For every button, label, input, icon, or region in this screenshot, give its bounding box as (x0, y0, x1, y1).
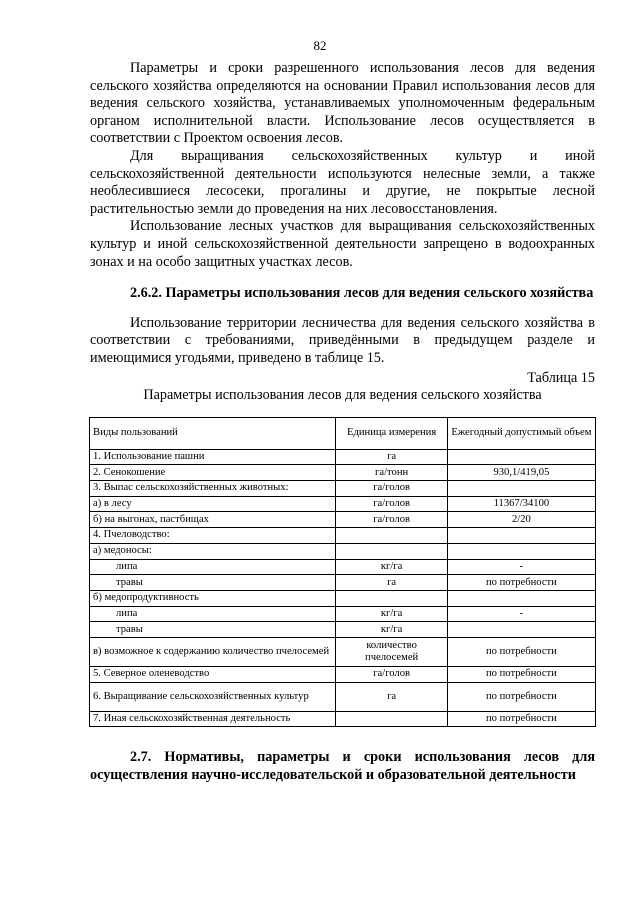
cell-usage-type: 2. Сенокошение (90, 465, 336, 481)
cell-annual-volume (447, 528, 595, 544)
table-row (90, 682, 596, 711)
cell-annual-volume (447, 481, 595, 497)
table-header-row (90, 417, 596, 449)
cell-unit: кг/га (336, 559, 447, 575)
paragraph-1: Параметры и сроки разрешенного использования лесов для ведения сельского хозяйства определяются на основании Правил использования лесов для ведения сельского хозяйства, устанавливаемых уполномоченным федеральным органом исполнительной власти. Использование лесов осуществляется в соответствии с Проектом освоения лесов. (90, 60, 595, 147)
cell-unit: га/голов (336, 496, 447, 512)
cell-unit: кг/га (336, 622, 447, 638)
table-row (90, 481, 596, 497)
table-number: Таблица 15 (527, 369, 595, 386)
cell-unit: га (336, 682, 447, 711)
cell-annual-volume: 930,1/419,05 (447, 465, 595, 481)
table-row (90, 622, 596, 638)
section-2-7-heading: 2.7. Нормативы, параметры и сроки использования лесов для осуществления научно-исследовательской и образовательной деятельности (90, 749, 595, 783)
cell-unit: га/голов (336, 666, 447, 682)
cell-annual-volume: по потребности (447, 666, 595, 682)
table-row (90, 711, 596, 727)
cell-annual-volume (447, 590, 595, 606)
paragraph-2: Для выращивания сельскохозяйственных культур и иной сельскохозяйственной деятельности используются нелесные земли, а также необлесившиеся лесосеки, прогалины и другие, не покрытые лесной растительностью земли до проведения на них лесовосстановления. (90, 147, 595, 217)
table-row (90, 543, 596, 559)
table-row (90, 449, 596, 465)
cell-annual-volume: по потребности (447, 711, 595, 727)
cell-unit: га/голов (336, 512, 447, 528)
table-row (90, 528, 596, 544)
table-row (90, 590, 596, 606)
cell-usage-type: травы (90, 575, 336, 591)
paragraph-3: Использование лесных участков для выращивания сельскохозяйственных культур и иной сельскохозяйственной деятельности запрещено в водоохранных зонах и на особо защитных участках лесов. (90, 218, 595, 270)
header-annual-volume: Ежегодный допустимый объем (447, 417, 595, 449)
section-2-6-2-heading: 2.6.2. Параметры использования лесов для ведения сельского хозяйства (130, 285, 594, 302)
cell-annual-volume: по потребности (447, 682, 595, 711)
table-row (90, 666, 596, 682)
table-row (90, 512, 596, 528)
cell-annual-volume: - (447, 606, 595, 622)
cell-unit (336, 543, 447, 559)
cell-unit (336, 711, 447, 727)
cell-unit: количество пчелосемей (336, 637, 447, 666)
cell-usage-type: б) медопродуктивность (90, 590, 336, 606)
cell-annual-volume (447, 449, 595, 465)
table-caption: Параметры использования лесов для ведения сельского хозяйства (143, 387, 542, 404)
cell-unit: кг/га (336, 606, 447, 622)
table-row (90, 465, 596, 481)
cell-annual-volume: - (447, 559, 595, 575)
table-row (90, 496, 596, 512)
cell-usage-type: 5. Северное оленеводство (90, 666, 336, 682)
cell-annual-volume: 11367/34100 (447, 496, 595, 512)
cell-annual-volume: по потребности (447, 637, 595, 666)
cell-usage-type: травы (90, 622, 336, 638)
cell-usage-type: 7. Иная сельскохозяйственная деятельность (90, 711, 336, 727)
header-unit: Единица измерения (336, 417, 447, 449)
cell-usage-type: липа (90, 559, 336, 575)
cell-unit: га/голов (336, 481, 447, 497)
cell-annual-volume (447, 543, 595, 559)
cell-usage-type: в) возможное к содержанию количество пчелосемей (90, 637, 336, 666)
cell-annual-volume: по потребности (447, 575, 595, 591)
table-row (90, 637, 596, 666)
cell-usage-type: а) медоносы: (90, 543, 336, 559)
cell-usage-type: 1. Использование пашни (90, 449, 336, 465)
cell-usage-type: 4. Пчеловодство: (90, 528, 336, 544)
table-row (90, 559, 596, 575)
cell-usage-type: липа (90, 606, 336, 622)
page-number: 82 (313, 38, 327, 53)
cell-unit (336, 528, 447, 544)
cell-unit: га/тонн (336, 465, 447, 481)
header-usage-type: Виды пользований (90, 417, 336, 449)
cell-unit (336, 590, 447, 606)
cell-annual-volume: 2/20 (447, 512, 595, 528)
cell-usage-type: а) в лесу (90, 496, 336, 512)
cell-unit: га (336, 449, 447, 465)
section-2-6-2-text: Использование территории лесничества для ведения сельского хозяйства в соответствии с требованиями, приведёнными в предыдущем разделе и имеющимися угодьями, приведено в таблице 15. (90, 314, 595, 366)
cell-unit: га (336, 575, 447, 591)
cell-usage-type: 3. Выпас сельскохозяйственных животных: (90, 481, 336, 497)
page-content (90, 60, 595, 785)
cell-usage-type: б) на выгонах, пастбищах (90, 512, 336, 528)
cell-annual-volume (447, 622, 595, 638)
usage-table (89, 417, 596, 728)
cell-usage-type: 6. Выращивание сельскохозяйственных культур (90, 682, 336, 711)
table-row (90, 606, 596, 622)
table-row (90, 575, 596, 591)
